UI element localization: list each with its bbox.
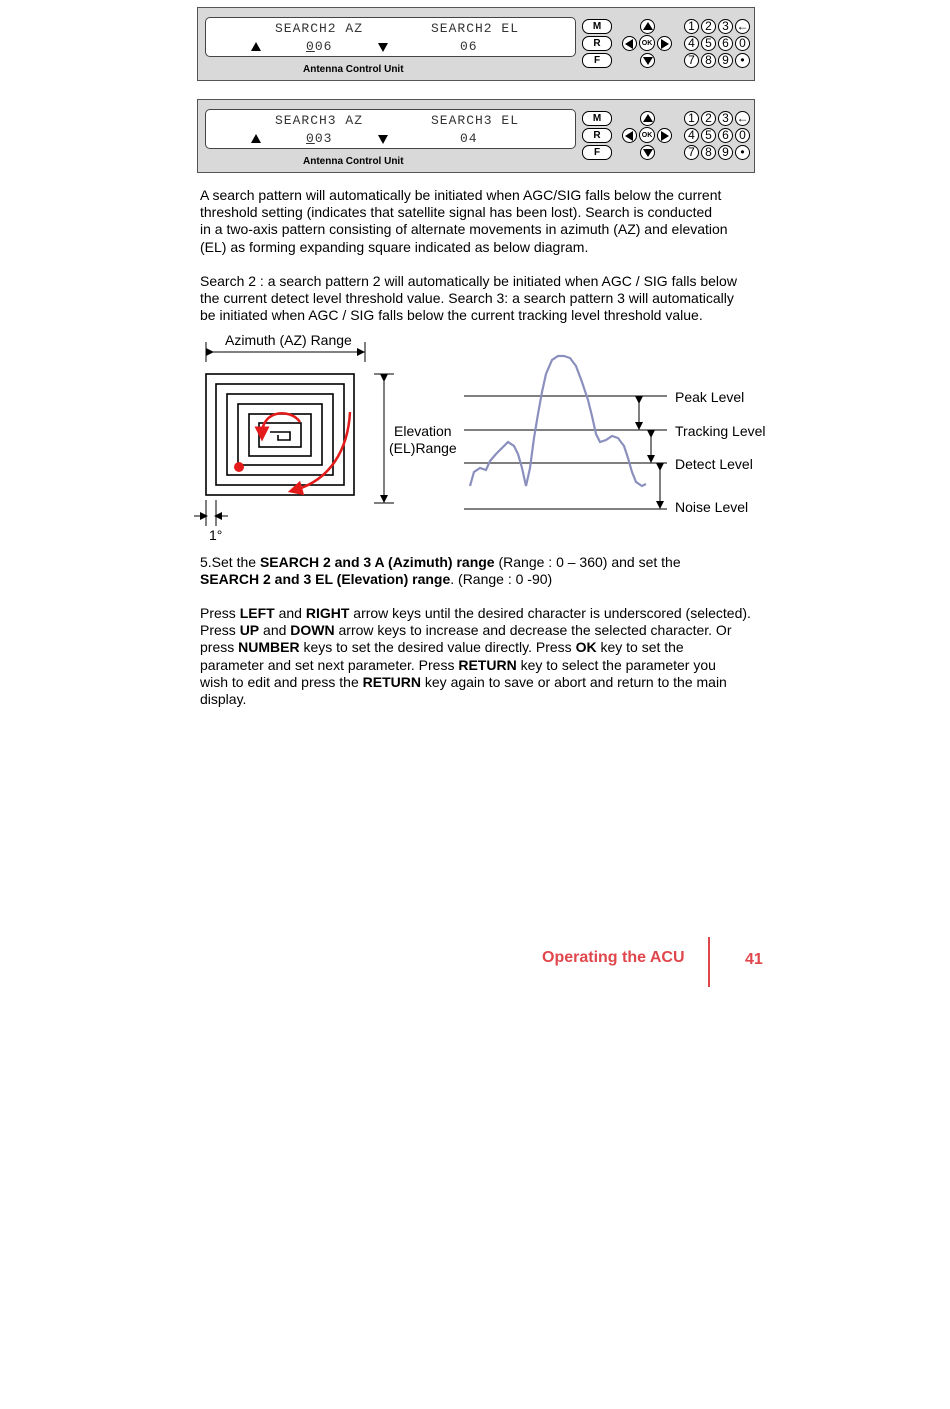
peak-level-label: Peak Level	[675, 389, 745, 405]
ok-key[interactable]: OK	[639, 127, 655, 143]
key-5[interactable]: 5	[701, 128, 716, 143]
key-9[interactable]: 9	[718, 145, 733, 160]
dot-key[interactable]: •	[735, 145, 750, 160]
key-4[interactable]: 4	[684, 128, 699, 143]
az-value: 003	[306, 131, 333, 146]
lcd-display	[205, 17, 576, 57]
f-key[interactable]: F	[582, 53, 612, 68]
az-label: SEARCH2 AZ	[275, 21, 364, 36]
key-1[interactable]: 1	[684, 111, 699, 126]
key-6[interactable]: 6	[718, 36, 733, 51]
left-key-icon[interactable]	[622, 128, 637, 143]
key-7[interactable]: 7	[684, 53, 699, 68]
el-label: SEARCH3 EL	[431, 113, 520, 128]
signal-trace	[470, 356, 646, 486]
key-4[interactable]: 4	[684, 36, 699, 51]
el-label: SEARCH2 EL	[431, 21, 520, 36]
tracking-level-label: Tracking Level	[675, 423, 766, 439]
backspace-key[interactable]: ←	[736, 111, 749, 125]
down-arrow-icon	[378, 43, 388, 52]
step-label: 1°	[209, 527, 223, 543]
key-8[interactable]: 8	[701, 145, 716, 160]
key-9[interactable]: 9	[718, 53, 733, 68]
el-range-label-2: (EL)Range	[389, 440, 457, 456]
intro-paragraph: A search pattern will automatically be initiated when AGC/SIG falls below the current threshold setting (indicates that satellite signal has been lost). Search is conducted in a two-axis pattern consisting of alternate movements in azimuth (AZ) and elevation (EL) as forming expanding square indicated as below diagram.	[200, 187, 728, 255]
page-number: 41	[745, 951, 763, 968]
key-3[interactable]: 3	[718, 19, 733, 34]
key-8[interactable]: 8	[701, 53, 716, 68]
footer-section-title: Operating the ACU	[542, 949, 685, 966]
el-value: 04	[460, 131, 478, 146]
instructions-paragraph: Press LEFT and RIGHT arrow keys until the desired character is underscored (selected). Press UP and DOWN arrow keys to increase and decrease the selected character. Or press NUMBER keys to set the desired value directly. Press OK key to set the parameter and set next parameter. Press RETURN key to select the parameter you wish to edit and press the RETURN key again to save or abort and return to the main display.	[200, 605, 751, 708]
down-key-icon[interactable]	[640, 53, 655, 68]
search-pattern-diagram	[0, 330, 950, 560]
key-7[interactable]: 7	[684, 145, 699, 160]
key-2[interactable]: 2	[701, 19, 716, 34]
down-key-icon[interactable]	[640, 145, 655, 160]
key-1[interactable]: 1	[684, 19, 699, 34]
detect-level-label: Detect Level	[675, 456, 753, 472]
m-key[interactable]: M	[582, 111, 612, 126]
key-0[interactable]: 0	[735, 128, 750, 143]
step5-paragraph: 5.Set the SEARCH 2 and 3 A (Azimuth) range (Range : 0 – 360) and set the SEARCH 2 and 3 EL (Elevation) range. (Range : 0 -90)	[200, 554, 681, 588]
el-value: 06	[460, 39, 478, 54]
search-paragraph: Search 2 : a search pattern 2 will automatically be initiated when AGC / SIG falls below the current detect level threshold value. Search 3: a search pattern 3 will automatically be initiated when AGC / SIG falls below the current tracking level threshold value.	[200, 273, 737, 324]
key-2[interactable]: 2	[701, 111, 716, 126]
key-0[interactable]: 0	[735, 36, 750, 51]
az-label: SEARCH3 AZ	[275, 113, 364, 128]
az-range-label: Azimuth (AZ) Range	[225, 332, 352, 348]
down-arrow-icon	[378, 135, 388, 144]
r-key[interactable]: R	[582, 36, 612, 51]
backspace-key[interactable]: ←	[736, 19, 749, 33]
acu-panel-search3	[197, 99, 755, 173]
acu-panel-search2	[197, 7, 755, 81]
az-value: 006	[306, 39, 333, 54]
unit-label: Antenna Control Unit	[303, 64, 404, 75]
left-key-icon[interactable]	[622, 36, 637, 51]
r-key[interactable]: R	[582, 128, 612, 143]
key-5[interactable]: 5	[701, 36, 716, 51]
up-key-icon[interactable]	[640, 111, 655, 126]
square-spiral	[206, 374, 354, 495]
m-key[interactable]: M	[582, 19, 612, 34]
noise-level-label: Noise Level	[675, 499, 749, 515]
unit-label: Antenna Control Unit	[303, 156, 404, 167]
start-point	[234, 462, 244, 472]
up-arrow-icon	[251, 134, 261, 143]
dot-key[interactable]: •	[735, 53, 750, 68]
right-key-icon[interactable]	[657, 128, 672, 143]
right-key-icon[interactable]	[657, 36, 672, 51]
up-arrow-icon	[251, 42, 261, 51]
ok-key[interactable]: OK	[639, 35, 655, 51]
f-key[interactable]: F	[582, 145, 612, 160]
lcd-display	[205, 109, 576, 149]
key-3[interactable]: 3	[718, 111, 733, 126]
key-6[interactable]: 6	[718, 128, 733, 143]
up-key-icon[interactable]	[640, 19, 655, 34]
footer-divider	[708, 937, 710, 987]
el-range-label-1: Elevation	[394, 423, 452, 439]
